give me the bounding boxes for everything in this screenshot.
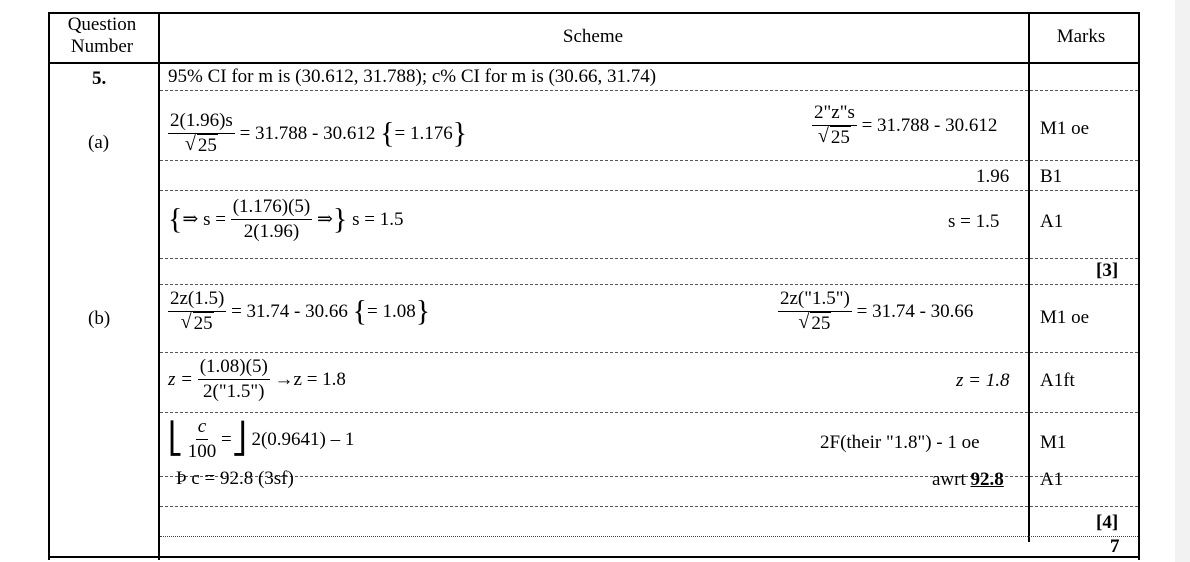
header-divider [50, 62, 1138, 64]
row-line [160, 352, 1138, 353]
part-b-row2-alt: z = 1.8 [956, 370, 1010, 391]
part-b-row3-working: ⎣ $\frac{c}{100}$ =⎦ 2(0.9641) – 1 [168, 416, 355, 462]
row-line [160, 506, 1138, 507]
fraction-numerator: 2z("1.5") [778, 288, 852, 312]
fraction-denominator: 2("1.5") [203, 381, 265, 402]
part-b-row2-working [168, 356, 346, 403]
row-line [160, 412, 1138, 413]
sqrt-radicand: 25 [811, 313, 831, 334]
row-line [160, 258, 1138, 259]
equals-sign: = [221, 428, 232, 450]
grand-total: 7 [1110, 536, 1120, 557]
fraction-numerator: 2(1.96)s [168, 110, 235, 134]
part-a-row3-alt: s = 1.5 [948, 211, 1000, 232]
page-edge-strip [1175, 0, 1190, 562]
header-marks: Marks [1056, 26, 1106, 47]
equation-rhs: 2(0.9641) – 1 [251, 428, 355, 450]
part-a-label: (a) [88, 132, 110, 153]
sqrt-radicand: 25 [197, 135, 217, 156]
column-divider-1 [158, 14, 160, 560]
awrt-label: awrt [932, 469, 966, 490]
row-line [160, 284, 1138, 285]
mark-m1-oe: M1 oe [1040, 307, 1090, 328]
equation-rhs: = 31.788 - 30.612 [239, 122, 376, 144]
part-b-row1-alt: 2z("1.5") √ 25 = 31.74 - 30.66 [780, 288, 974, 334]
part-a-row1-alt: 2"z"s √ 25 = 31.788 - 30.612 [814, 102, 998, 148]
part-b-row4-working: Þ c = 92.8 (3sf) [176, 468, 294, 489]
fraction-numerator: (1.176)(5) [231, 196, 313, 220]
fraction-denominator: 2(1.96) [243, 221, 300, 242]
part-a-row2-alt: 1.96 [976, 166, 1010, 187]
part-b-row1-working: 2z(1.5) √ 25 = 31.74 - 30.66 {= 1.08} [170, 288, 431, 334]
mark-m1: M1 [1040, 432, 1067, 453]
z-equals: z = [168, 368, 193, 390]
column-divider-2 [1028, 14, 1030, 542]
sqrt-radicand: 25 [193, 313, 213, 334]
fraction-numerator: c [196, 416, 208, 440]
part-a-row1-working: 2(1.96)s √ 25 = 31.788 - 30.612 {= 1.176} [170, 110, 468, 156]
mark-m1-oe: M1 oe [1040, 118, 1090, 139]
sqrt-radicand: 25 [830, 127, 850, 148]
result: s = 1.5 [352, 208, 404, 230]
question-number: 5. [92, 68, 107, 89]
part-a-total: [3] [1096, 260, 1119, 281]
row-line [160, 536, 1138, 537]
mark-a1: A1 [1040, 469, 1064, 490]
implies-arrow: ⇒ [317, 208, 333, 230]
brace-content: = 1.08 [367, 300, 416, 322]
part-b-row3-alt: 2F(their "1.8") - 1 oe [820, 432, 980, 453]
row-line [160, 90, 1138, 91]
mark-b1: B1 [1040, 166, 1063, 187]
mark-a1: A1 [1040, 211, 1064, 232]
awrt-value: 92.8 [970, 469, 1004, 490]
header-scheme: Scheme [562, 26, 624, 47]
part-b-label: (b) [88, 308, 111, 329]
fraction-numerator: 2"z"s [812, 102, 857, 126]
fraction-numerator: 2z(1.5) [168, 288, 226, 312]
brace-content: = 1.176 [394, 122, 453, 144]
mark-a1ft: A1ft [1040, 370, 1075, 391]
fraction-denominator: 100 [187, 441, 217, 462]
equation-rhs: = 31.74 - 30.66 [231, 300, 348, 322]
row-line [160, 190, 1138, 191]
result: →z = 1.8 [274, 368, 346, 390]
header-question-number: Question Number [67, 14, 137, 57]
part-a-row3-working: {⇒ s = $\frac{(1.176)(5)}{2(1.96)}$ ⇒} s = 1.5 [168, 196, 404, 242]
question-intro: 95% CI for m is (30.612, 31.788); c% CI for m is (30.66, 31.74) [168, 66, 657, 87]
part-b-row4-alt [932, 469, 1004, 491]
part-b-total: [4] [1096, 512, 1119, 533]
equation-rhs: = 31.788 - 30.612 [861, 114, 998, 136]
fraction-numerator: (1.08)(5) [198, 356, 270, 380]
row-line [160, 160, 1138, 161]
table-bottom-border [48, 556, 1140, 558]
implies-s-equals: ⇒ s = [182, 208, 226, 230]
equation-rhs: = 31.74 - 30.66 [856, 300, 974, 322]
